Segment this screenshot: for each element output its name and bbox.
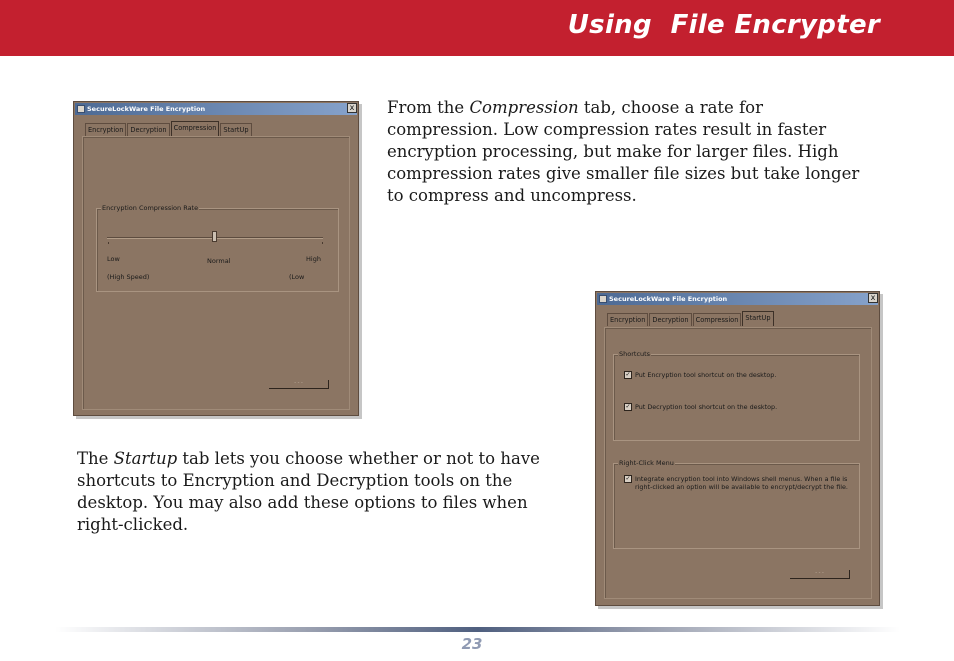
shell-integration-checkbox[interactable]: ✓ (625, 475, 631, 482)
dialog-title: SecureLockWare File Encryption (609, 295, 728, 303)
tab-startup[interactable]: StartUp (742, 311, 773, 326)
shell-integration-label: Integrate encryption tool into Windows shell menus. When a file is right-clicked an option will be available to encrypt/decrypt the file. (635, 475, 848, 491)
ok-button[interactable]: - - - (269, 380, 329, 389)
tab-bar (607, 313, 775, 326)
slider-label-low: Low (107, 255, 120, 263)
dialog-titlebar (597, 293, 878, 305)
para2-lead: The (77, 449, 114, 468)
tab-bar (85, 123, 253, 136)
close-icon[interactable]: x (347, 103, 357, 113)
footer-rule (55, 627, 900, 632)
shell-integration-option[interactable] (624, 475, 852, 491)
slider-label-normal: Normal (207, 257, 231, 265)
para1-lead: From the (387, 98, 470, 117)
tab-encryption[interactable]: Encryption (85, 123, 126, 136)
slider-note-low: (Low (289, 273, 305, 281)
para2-body: tab lets you choose whether or not to have shortcuts to Encryption and Decryption tools on the desktop. You may also add these options to files when right-clicked. (77, 449, 540, 534)
close-icon[interactable]: x (868, 293, 878, 303)
tab-compression[interactable]: Compression (693, 313, 742, 326)
encryption-shortcut-checkbox[interactable]: ✓ (625, 371, 631, 378)
app-icon (77, 105, 85, 113)
para2-emphasis: Startup (113, 449, 178, 468)
tab-startup[interactable]: StartUp (220, 123, 251, 136)
decryption-shortcut-label: Put Decryption tool shortcut on the desktop. (635, 403, 778, 411)
page-title: Using File Encrypter (567, 10, 880, 40)
app-icon (599, 295, 607, 303)
slider-tick-high (322, 242, 323, 244)
page-number: 23 (461, 635, 483, 653)
slider-label-high: High (306, 255, 321, 263)
para1-body: tab, choose a rate for compression. Low compression rates result in faster encryption processing, but make for larger files. High compression rates give smaller file sizes but take longer to compress and uncompress. (387, 98, 860, 205)
encryption-shortcut-label: Put Encryption tool shortcut on the desktop. (635, 371, 777, 379)
tab-decryption[interactable]: Decryption (649, 313, 691, 326)
para1-emphasis: Compression (469, 98, 579, 117)
shortcuts-group (613, 350, 860, 441)
encryption-shortcut-option[interactable] (624, 371, 776, 379)
shortcuts-group-label: Shortcuts (619, 350, 651, 358)
compression-dialog-screenshot (73, 101, 359, 416)
compression-paragraph (387, 97, 877, 207)
slider-note-high-speed: (High Speed) (107, 273, 150, 281)
startup-dialog-screenshot (595, 291, 880, 606)
tab-decryption[interactable]: Decryption (127, 123, 169, 136)
tab-compression[interactable]: Compression (171, 121, 220, 136)
dialog-titlebar (75, 103, 357, 115)
startup-paragraph (77, 448, 567, 536)
ok-button[interactable]: - - - (790, 570, 850, 579)
slider-tick-low (108, 242, 109, 244)
compression-slider-thumb[interactable] (212, 231, 217, 242)
compression-rate-group (96, 204, 339, 292)
decryption-shortcut-option[interactable] (624, 403, 777, 411)
decryption-shortcut-checkbox[interactable]: ✓ (625, 403, 631, 410)
right-click-menu-group (613, 459, 860, 549)
tab-encryption[interactable]: Encryption (607, 313, 648, 326)
dialog-title: SecureLockWare File Encryption (87, 105, 206, 113)
right-click-group-label: Right-Click Menu (619, 459, 674, 467)
compression-rate-label: Encryption Compression Rate (102, 204, 199, 212)
